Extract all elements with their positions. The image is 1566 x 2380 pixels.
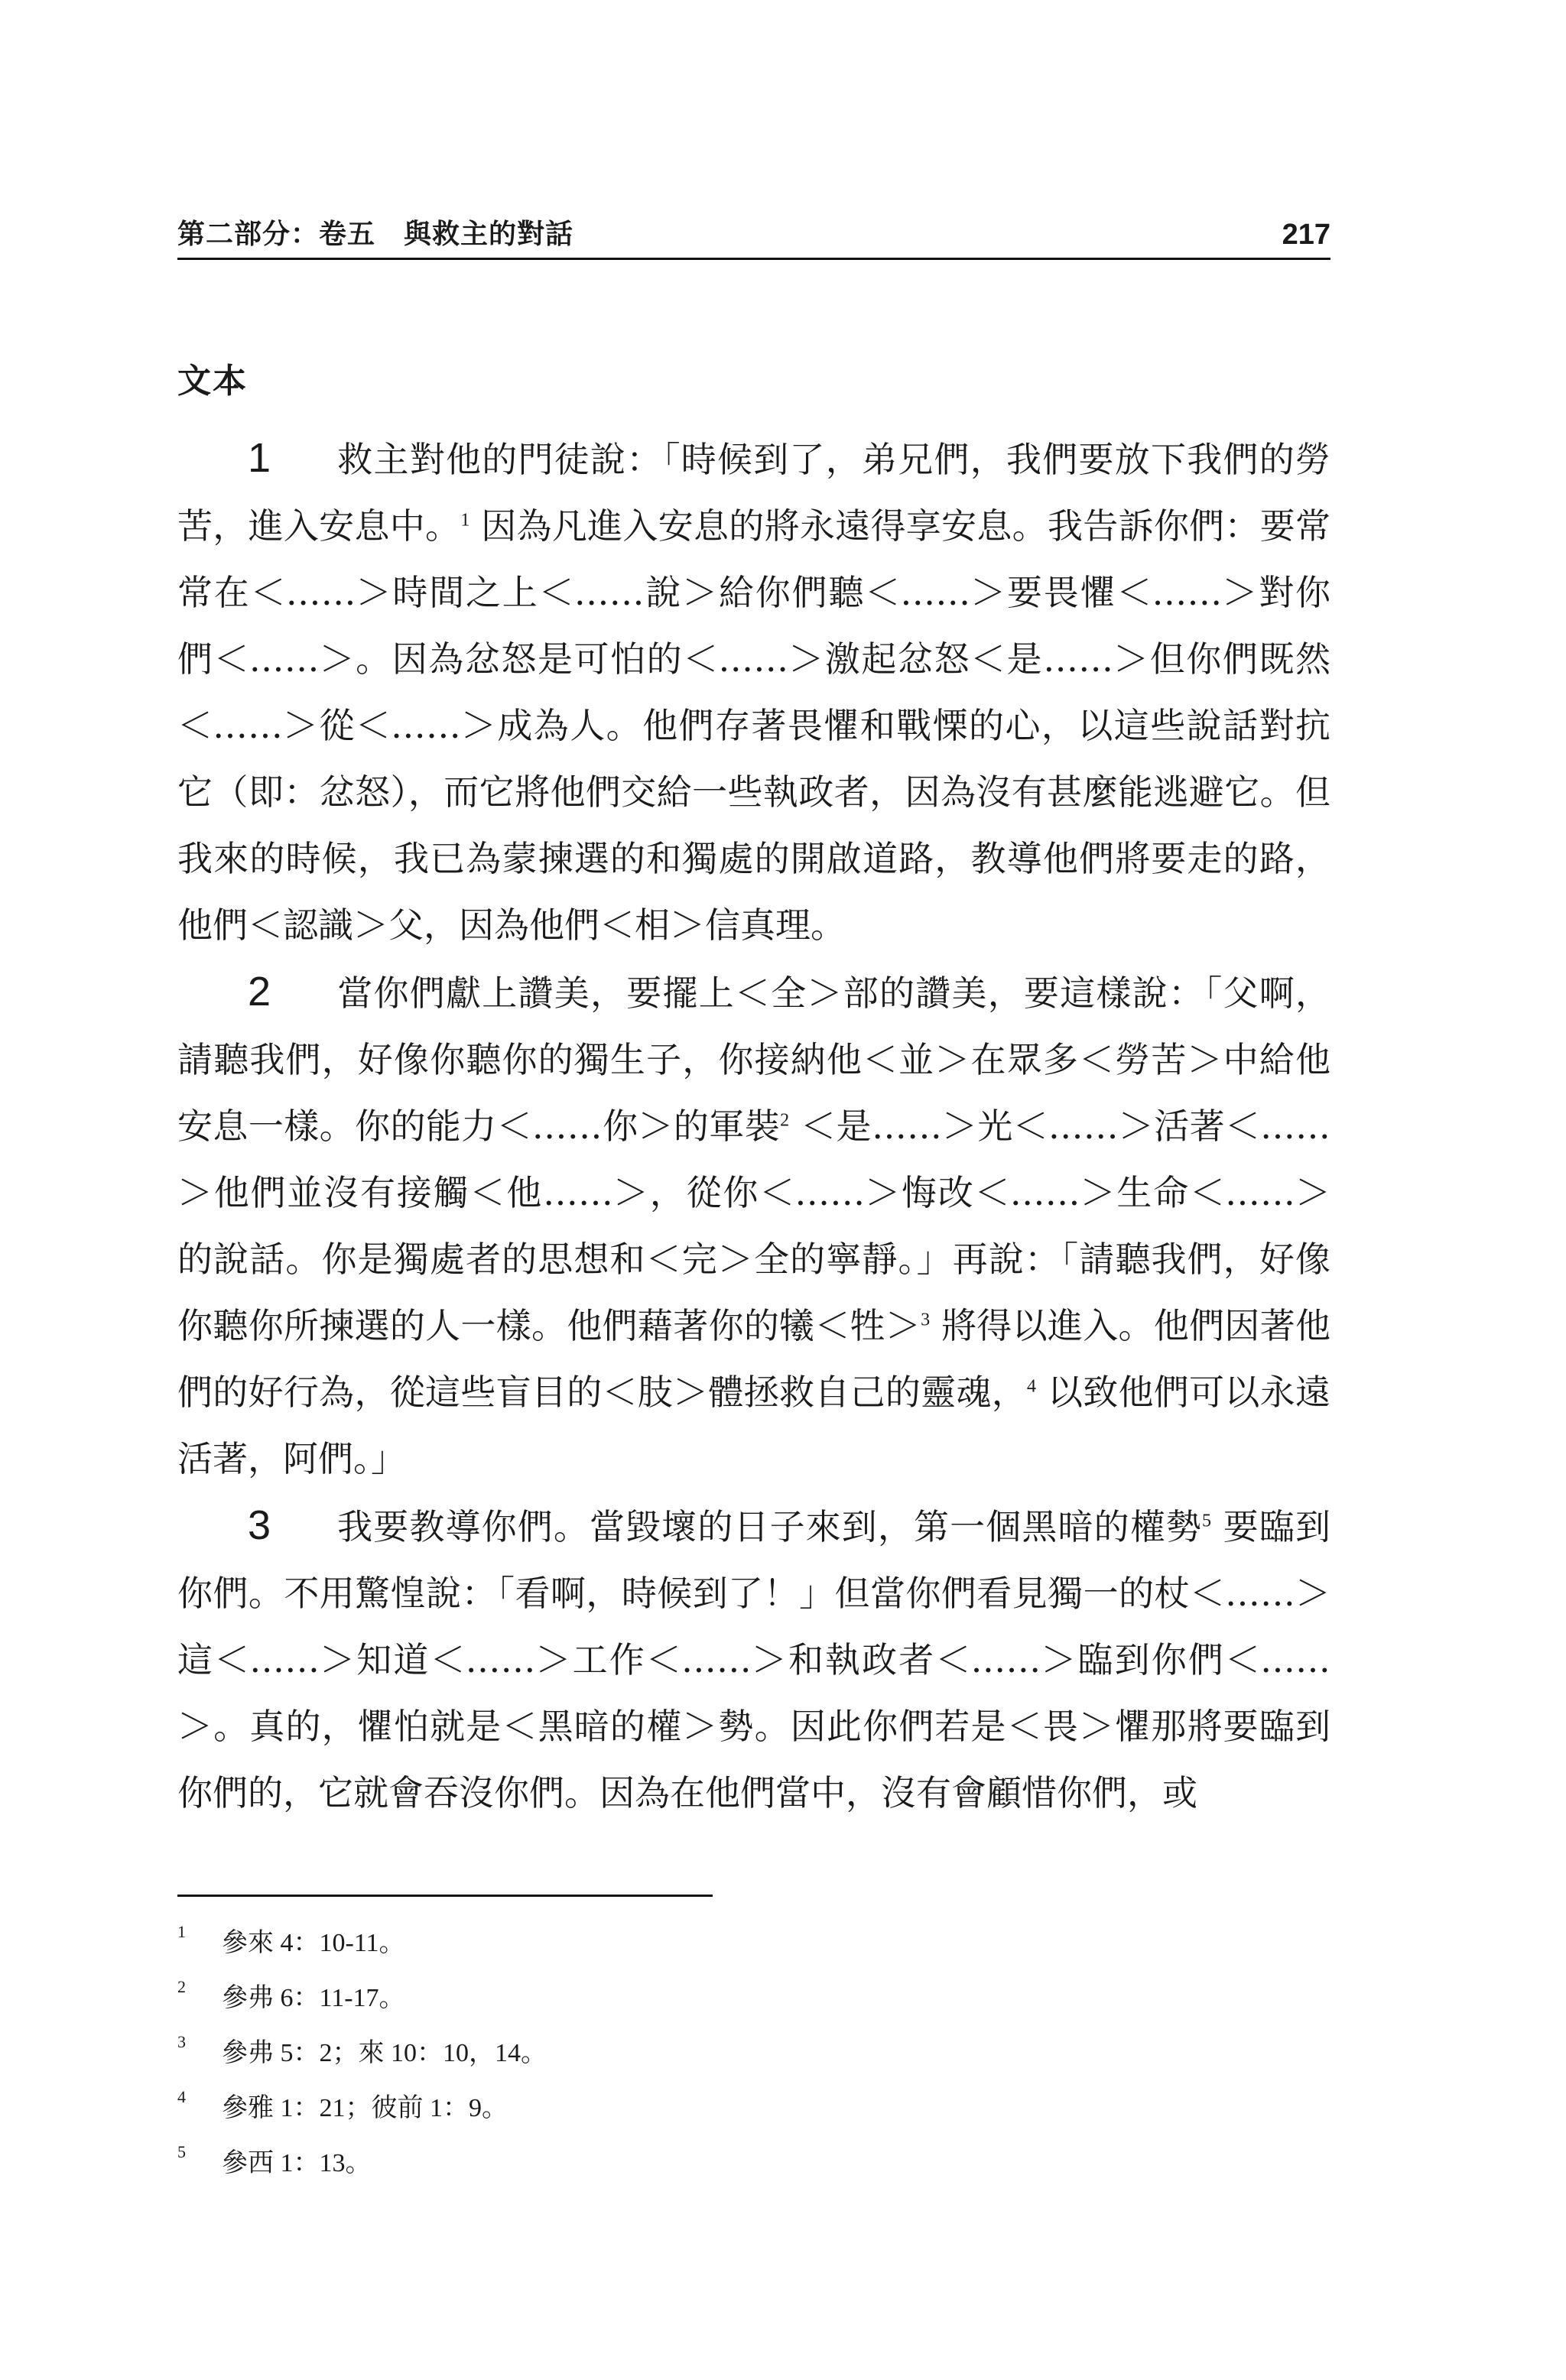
- footnote-ref[interactable]: 3: [921, 1310, 931, 1330]
- footnote-number: 2: [177, 1977, 186, 1996]
- footnote-1: [177, 1921, 1330, 1976]
- header-title: 第二部分：卷五 與救主的對話: [177, 219, 574, 250]
- footnote-text: 參弗 6：11-17。: [222, 1984, 405, 2012]
- paragraph-text: 當你們獻上讚美，要擺上＜全＞部的讚美，要這樣說：「父啊，請聽我們，好像你聽你的獨生子，你接納他＜並＞在眾多＜勞苦＞中給他安息一樣。你的能力＜……你＞的軍裝: [177, 972, 1330, 1147]
- footnotes: [177, 1921, 1330, 2196]
- paragraph-1: [177, 425, 1330, 959]
- paragraph-number: 1: [248, 435, 271, 481]
- paragraph-text: 將得以進入。他們因著他們的好行為，從這些盲目的＜肢＞體拯救自己的靈魂，: [177, 1305, 1331, 1413]
- footnote-ref[interactable]: 2: [780, 1110, 790, 1131]
- footnote-text: 參弗 5：2；來 10：10，14。: [222, 2039, 547, 2067]
- footnote-text: 參西 1：13。: [222, 2149, 372, 2177]
- footnote-4: [177, 2086, 1330, 2141]
- footnote-3: [177, 2031, 1330, 2086]
- paragraph-text: ＜是……＞光＜……＞活著＜……＞他們並沒有接觸＜他……＞，從你＜……＞悔改＜……＞生命＜……＞的說話。你是獨處者的思想和＜完＞全的寧靜。」再說：「請聽我們，好像你聽你所揀選的人一樣。他們藉著你的犧＜牲＞: [177, 1106, 1331, 1346]
- paragraph-text: 救主對他的門徒說：「時候到了，弟兄們，我們要放下我們的勞苦，進入安息中。: [177, 439, 1330, 547]
- paragraph-text: 因為凡進入安息的將永遠得享安息。我告訴你們：要常常在＜……＞時間之上＜……說＞給你們聽＜……＞要畏懼＜……＞對你們＜……＞。因為忿怒是可怕的＜……＞激起忿怒＜是……＞但你們既然＜……＞從＜……＞成為人。他們存著畏懼和戰慄的心，以這些說話對抗它（即：忿怒），而它將他們交給一些執政者，因為沒有甚麼能逃避它。但我來的時候，我已為蒙揀選的和獨處的開啟道路，教導他們將要走的路，他們＜認識＞父，因為他們＜相＞信真理。: [177, 505, 1330, 946]
- paragraph-number: 2: [248, 969, 271, 1015]
- footnote-number: 1: [177, 1922, 186, 1941]
- footnote-text: 參雅 1：21；彼前 1：9。: [222, 2094, 508, 2122]
- footnote-ref[interactable]: 5: [1202, 1511, 1212, 1531]
- paragraph-text: 我要教導你們。當毀壞的日子來到，第一個黑暗的權勢: [336, 1506, 1203, 1547]
- page-number: 217: [1282, 219, 1330, 251]
- footnote-ref[interactable]: 4: [1027, 1376, 1037, 1397]
- paragraph-text: 要臨到你們。不用驚惶說：「看啊，時候到了！」但當你們看見獨一的杖＜……＞這＜……＞知道＜……＞工作＜……＞和執政者＜……＞臨到你們＜……＞。真的，懼怕就是＜黑暗的權＞勢。因此你們若是＜畏＞懼那將要臨到你們的，它就會吞沒你們。因為在他們當中，沒有會顧惜你們，或: [177, 1506, 1330, 1813]
- paragraph-2: [177, 959, 1330, 1492]
- footnote-number: 4: [177, 2087, 186, 2106]
- running-header: [177, 213, 1330, 260]
- paragraph-text: 以致他們可以永遠活著，阿們。」: [177, 1372, 1330, 1479]
- paragraph-number: 3: [248, 1502, 271, 1548]
- section-heading: 文本: [177, 362, 248, 401]
- footnote-number: 3: [177, 2032, 186, 2051]
- footnote-ref[interactable]: 1: [460, 510, 470, 531]
- footnote-2: [177, 1976, 1330, 2031]
- footnote-text: 參來 4：10-11。: [222, 1929, 405, 1957]
- paragraph-3: [177, 1492, 1330, 1826]
- body-text: [177, 425, 1330, 1826]
- footnote-divider: [177, 1895, 713, 1897]
- footnote-5: [177, 2141, 1330, 2196]
- footnote-number: 5: [177, 2142, 186, 2161]
